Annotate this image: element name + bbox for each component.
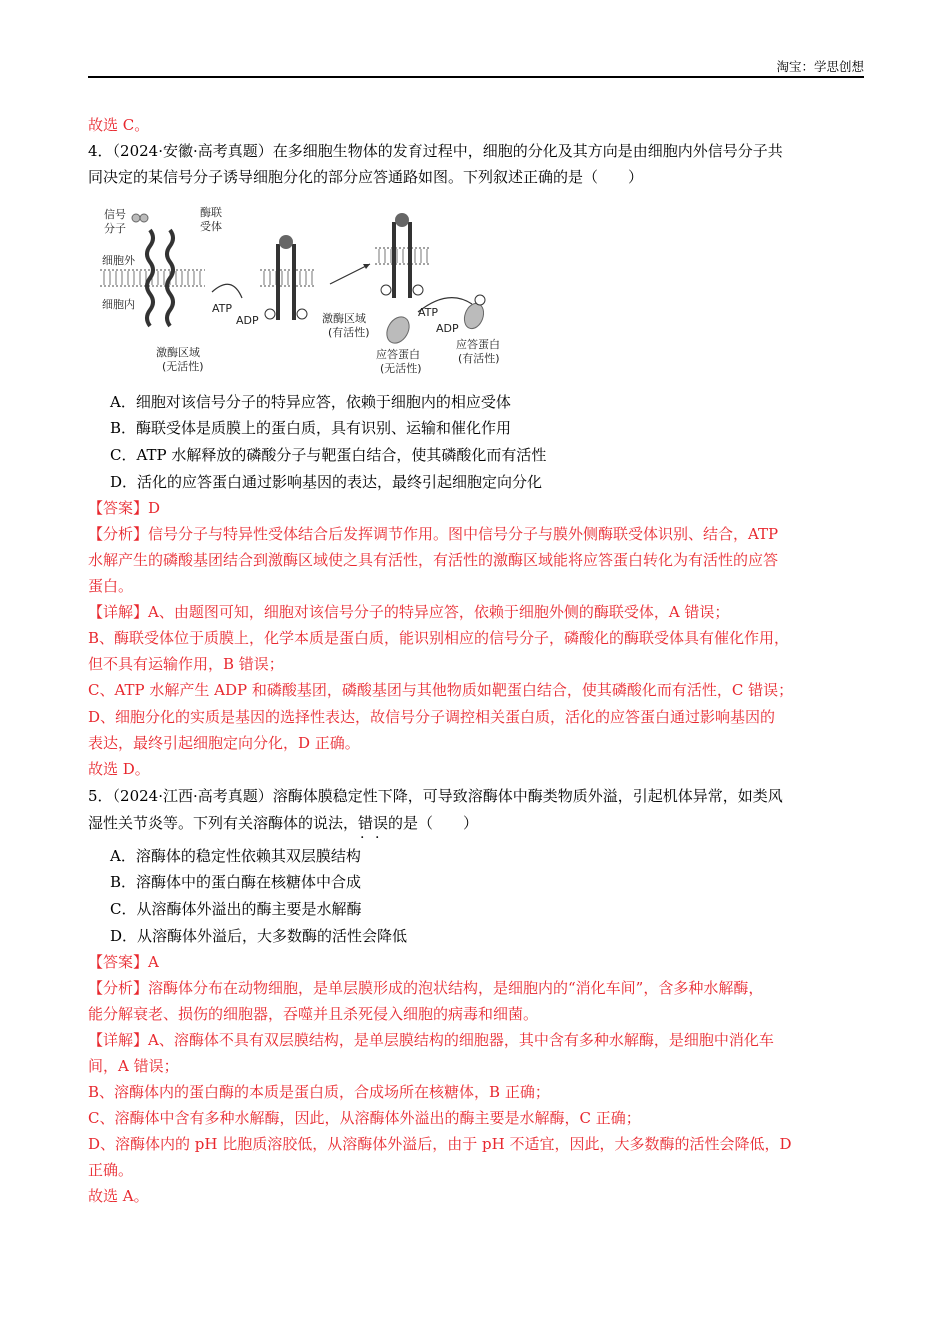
phosphate-icon [265,309,307,319]
svg-text:受体: 受体 [200,220,222,233]
svg-text:信号: 信号 [104,208,126,221]
q4-option-b: B．酶联受体是质膜上的蛋白质，具有识别、运输和催化作用 [110,419,512,437]
svg-text:细胞外: 细胞外 [102,254,135,267]
dimer-head-icon [395,213,409,227]
emphasis-mark: 错 [358,814,374,832]
svg-text:激酶区域: 激酶区域 [156,346,200,359]
svg-text:应答蛋白: 应答蛋白 [376,348,420,361]
q4-detail-line1: 【详解】A、由题图可知，细胞对该信号分子的特异应答，依赖于细胞外侧的酶联受体，A 错误； [88,603,730,621]
q5-detail-line6: 正确。 [88,1161,134,1179]
q5-option-b: B．溶酶体中的蛋白酶在核糖体中合成 [110,873,362,891]
svg-text:ADP: ADP [436,322,459,335]
q5-detail-line1: 【详解】A、溶酶体不具有双层膜结构，是单层膜结构的细胞器，其中含有多种水解酶，是细胞中消化车 [88,1031,774,1049]
store-label: 淘宝：学思创想 [776,59,864,74]
q4-answer: 【答案】D [88,499,161,517]
q5-detail-line3: B、溶酶体内的蛋白酶的本质是蛋白质，合成场所在核糖体，B 正确； [88,1083,550,1101]
membrane-middle [260,270,315,286]
q5-option-a: A．溶酶体的稳定性依赖其双层膜结构 [110,847,361,865]
signal-pathway-figure [100,200,520,382]
svg-text:激酶区域: 激酶区域 [322,312,366,325]
q5-answer: 【答案】A [88,953,159,971]
q4-conclusion: 故选 D。 [88,760,150,778]
q4-analysis-line2: 水解产生的磷酸基团结合到激酶区域使之具有活性，有活性的激酶区域能将应答蛋白转化为有活性的应答 [88,551,779,569]
q4-analysis-line3: 蛋白。 [88,577,134,595]
q4-option-c: C．ATP 水解释放的磷酸分子与靶蛋白结合，使其磷酸化而有活性 [110,446,547,464]
svg-text:应答蛋白: 应答蛋白 [456,338,500,351]
q4-option-a: A．细胞对该信号分子的特异应答，依赖于细胞内的相应受体 [110,393,511,411]
q5-option-c: C．从溶酶体外溢出的酶主要是水解酶 [110,900,362,918]
svg-text:酶联: 酶联 [200,206,222,219]
q4-detail-line2: B、酶联受体位于质膜上，化学本质是蛋白质，能识别相应的信号分子，磷酸化的酶联受体具有催化作用， [88,629,790,647]
svg-text:分子: 分子 [104,222,126,235]
page-header [88,56,864,78]
q5-detail-line2: 间，A 错误； [88,1057,179,1075]
svg-text:(有活性): (有活性) [458,352,500,365]
q4-detail-line4: C、ATP 水解产生 ADP 和磷酸基团，磷酸基团与其他物质如靶蛋白结合，使其磷酸化而有活性，C 错误； [88,681,794,699]
svg-text:ADP: ADP [236,314,259,327]
arrow-icon [330,264,370,284]
q5-conclusion: 故选 A。 [88,1187,149,1205]
q5-stem-line1: 5．（2024·江西·高考真题）溶酶体膜稳定性下降，可导致溶酶体中酶类物质外溢，引起机体异常，如类风 [88,787,783,805]
q4-detail-line3: 但不具有运输作用，B 错误； [88,655,284,673]
phosphate-icon [381,285,391,295]
q5-analysis-line2: 能分解衰老、损伤的细胞器，吞噬并且杀死侵入细胞的病毒和细菌。 [88,1005,539,1023]
dimer-head-icon [279,235,293,249]
q5-stem-line2: 湿性关节炎等。下列有关溶酶体的说法，错误的是（ ） [88,814,479,832]
q4-stem-line2: 同决定的某信号分子诱导细胞分化的部分应答通路如图。下列叙述正确的是（ ） [88,168,644,186]
prev-conclusion: 故选 C。 [88,116,150,134]
q4-detail-line5: D、细胞分化的实质是基因的选择性表达，故信号分子调控相关蛋白质，活化的应答蛋白通过影响基因的 [88,708,776,726]
response-protein-inactive-icon [382,313,413,347]
q5-analysis-line1: 【分析】溶酶体分布在动物细胞，是单层膜形成的泡状结构，是细胞内的“消化车间”，含多种水解酶， [88,979,764,997]
q4-stem-line1: 4．（2024·安徽·高考真题）在多细胞生物体的发育过程中，细胞的分化及其方向是由细胞内外信号分子共 [88,142,783,160]
svg-text:ATP: ATP [418,306,439,319]
svg-text:ATP: ATP [212,302,233,315]
svg-text:(有活性): (有活性) [328,326,370,339]
arrow-icon [212,284,242,298]
membrane-right [375,248,430,264]
q4-analysis-line1: 【分析】信号分子与特异性受体结合后发挥调节作用。图中信号分子与膜外侧酶联受体识别、结合，ATP [88,525,779,543]
signal-molecule-icon [132,214,148,222]
q4-option-d: D．活化的应答蛋白通过影响基因的表达，最终引起细胞定向分化 [110,473,543,491]
receptor-active [394,222,410,298]
phosphate-icon [413,285,423,295]
svg-text:细胞内: 细胞内 [102,298,135,311]
q4-detail-line6: 表达，最终引起细胞定向分化，D 正确。 [88,734,360,752]
q5-option-d: D．从溶酶体外溢后，大多数酶的活性会降低 [110,927,408,945]
emphasis-mark: 误 [373,814,389,832]
phosphate-icon [475,295,485,305]
svg-text:(无活性): (无活性) [162,360,204,373]
q5-detail-line4: C、溶酶体中含有多种水解酶，因此，从溶酶体外溢出的酶主要是水解酶，C 正确； [88,1109,641,1127]
response-protein-active-icon [461,301,487,332]
receptor-dimer [278,244,294,320]
svg-text:(无活性): (无活性) [380,362,422,375]
q5-detail-line5: D、溶酶体内的 pH 比胞质溶胶低，从溶酶体外溢后，由于 pH 不适宜，因此，大多数酶的活性会降低，D [88,1135,792,1153]
